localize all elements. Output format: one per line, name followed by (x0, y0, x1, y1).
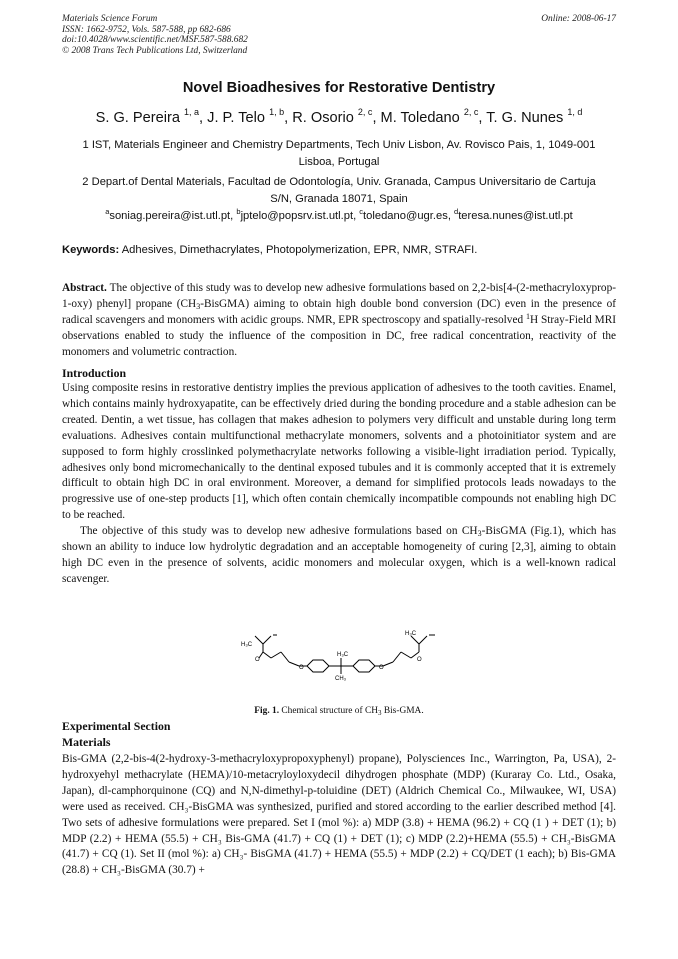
subscript: 3 (377, 709, 382, 717)
svg-text:O: O (417, 657, 422, 663)
author-affiliation-mark: 2, c (463, 107, 479, 117)
abstract (62, 281, 616, 361)
chemical-structure-figure (237, 622, 445, 702)
email-mark: a (105, 207, 110, 216)
svg-text:CH₃: CH₃ (335, 676, 347, 682)
experimental-heading: Experimental Section (62, 719, 171, 733)
email-link[interactable]: soniag.pereira@ist.utl.pt (109, 210, 231, 222)
author-affiliation-mark: 1, b (269, 107, 285, 117)
abstract-label: Abstract. (62, 282, 107, 294)
figure-label: Fig. 1. (254, 706, 280, 716)
author-affiliation-mark: 1, a (184, 107, 200, 117)
email-mark: d (454, 207, 459, 216)
introduction-paragraph: Using composite resins in restorative dentistry implies the previous application of adhesives to the tooth cavities. Enamel, which contains mainly hydroxyapatite, can be effectively dried during the bonding procedure and a stable adhesion can be created. Dentin, a wet tissue, has collagen that makes adhesion to polymers very difficult and unstable during long term evaluations. Adhesives contain multifunctional methacrylate monomers, solvents and a photoinitiator system and are supposed to form highly crosslinked polymethacrylate networks following a visible-light irradiation period. Typically, adhesives only bond micromechanically to the dentinal exposed tubules and it is commonly accepted that it is extremely difficult to obtain high DC in oral environment. Moreover, a demand for simplified protocols leads nowadays to the progressive use of one-step products [1], which often contain chemically incompatible compounds not enabling high DC to be reached. (62, 382, 616, 522)
abstract-text: H Stray-Field MRI observations enabled to study the influence of the composition in DC, free radical concentration, reactivity of the monomers and volumetric contraction. (62, 313, 616, 358)
paper-title: Novel Bioadhesives for Restorative Dentistry (182, 80, 496, 96)
author-affiliation-mark: 1, d (567, 107, 583, 117)
introduction-heading: Introduction (62, 366, 127, 380)
materials-body: Bis-GMA (2,2-bis-4(2-hydroxy-3-methacryloxypropoxyphenyl) propane), Polysciences Inc., Warrington, Pa, USA), 2-hydroxyehyl methacrylate (HEMA)/10-metacryloyloxydecil dihydrogen phosphate (MDP) (Kuraray Co. Ltd., Osaka, Japan), dl-camphorquinone (CQ) and N,N-dimethyl-p-toluidine (DET) (Aldrich Chemical Co., Milwaukee, WI, USA) were used as received. CH₃-BisGMA was synthesized, purified and stored according to the earlier described method [4]. Two sets of adhesive formulations were prepared. Set I (mol %): a) MDP (3.8) + HEMA (96.2) + CQ (1 ) + DET (1); b) MDP (2.2) + HEMA (55.5) + CH₃ Bis-GMA (41.7) + CQ (1) + DET (1); c) MDP (2.2)+HEMA (55.5) + CH₃-BisGMA (41.7) + CQ (1). Set II (mol %): a) CH₃- BisGMA (41.7) + HEMA (55.5) + MDP (2.2) + CQ/DET (1 each); b) Bis-GMA (28.8) + CH₃-BisGMA (30.7) + (62, 753, 616, 877)
email-link[interactable]: jptelo@popsrv.ist.utl.pt (240, 210, 354, 222)
svg-text:O: O (255, 657, 260, 663)
svg-text:H₃C: H₃C (337, 652, 349, 658)
figure-caption (0, 706, 678, 716)
subscript: 3 (196, 301, 201, 311)
email-list: $^a$soniag.pereira@ist.utl.pt, $^b$jptelo@popsrv.ist.utl.pt, $^c$toledano@ugr.es, $^d$teresa.nunes@ist.utl.pt (105, 207, 573, 222)
svg-text:H₃C: H₃C (241, 642, 253, 648)
affiliation-2: 2 Depart.of Dental Materials, Facultad de Odontología, Univ. Granada, Campus Universitario de Cartuja S/N, Granada 18071, Spain (82, 176, 596, 205)
email-mark: b (236, 207, 241, 216)
keywords-text: Adhesives, Dimethacrylates, Photopolymerization, EPR, NMR, STRAFI. (121, 244, 478, 256)
journal-name: Materials Science Forum (62, 14, 158, 24)
author-name: T. G. Nunes (486, 110, 564, 126)
abstract-text: -BisGMA) aiming to obtain high double bond conversion (DC) even in the presence of radical scavengers and monomers with acidic groups. NMR, EPR spectroscopy and spatially-resolved (62, 297, 616, 326)
journal-copyright: © 2008 Trans Tech Publications Ltd, Switzerland (62, 45, 248, 56)
author-affiliation-mark: 2, c (357, 107, 373, 117)
subscript: 3 (477, 529, 482, 539)
author-name: S. G. Pereira (95, 110, 180, 126)
author-name: M. Toledano (380, 110, 460, 126)
introduction-paragraph (62, 524, 616, 588)
email-link[interactable]: toledano@ugr.es (363, 210, 448, 222)
figure-caption-text: Chemical structure of CH (281, 706, 378, 716)
author-name: R. Osorio (292, 110, 354, 126)
journal-doi[interactable]: doi:10.4028/www.scientific.net/MSF.587-588.682 (62, 35, 248, 46)
author-list: S. G. Pereira $^{1, a}$, J. P. Telo $^{1, b}$, R. Osorio $^{2, c}$, M. Toledano $^{2, c}$, T. G. Nunes $^{1, d}$ (95, 107, 583, 126)
online-date: Online: 2008-06-17 (541, 14, 616, 24)
figure-caption-text: Bis-GMA. (381, 706, 424, 716)
paragraph-text: -BisGMA (Fig.1), which has shown an ability to induce low hydrolytic degradation and an acceptable homogeneity of curing [2,3], aiming to obtain high DC even in the presence of solvents, acidic monomers and molecular oxygen, which is a well-known radical scavenger. (62, 525, 616, 585)
abstract-text: The objective of this study was to develop new adhesive formulations based on 2,2-bis[4-(2-methacryloxyprop-1-oxy) phenyl] propane (CH (62, 282, 616, 310)
journal-issn: ISSN: 1662-9752, Vols. 587-588, pp 682-686 (62, 24, 231, 35)
keywords-label: Keywords: (62, 244, 120, 256)
materials-subheading: Materials (62, 735, 111, 749)
keywords (62, 244, 477, 256)
email-link[interactable]: teresa.nunes@ist.utl.pt (458, 210, 573, 222)
paragraph-text: The objective of this study was to develop new adhesive formulations based on CH (80, 525, 478, 538)
affiliation-1: 1 IST, Materials Engineer and Chemistry Departments, Tech Univ Lisbon, Av. Rovisco Pais, 1, 1049-001 Lisboa, Portugal (82, 139, 596, 168)
svg-text:H₃C: H₃C (405, 631, 417, 637)
author-name: J. P. Telo (207, 110, 266, 126)
journal-header (62, 14, 248, 56)
email-mark: c (359, 207, 364, 216)
svg-text:O: O (379, 665, 384, 671)
superscript: 1 (525, 311, 530, 321)
svg-text:O: O (299, 665, 304, 671)
introduction-body (62, 381, 616, 588)
